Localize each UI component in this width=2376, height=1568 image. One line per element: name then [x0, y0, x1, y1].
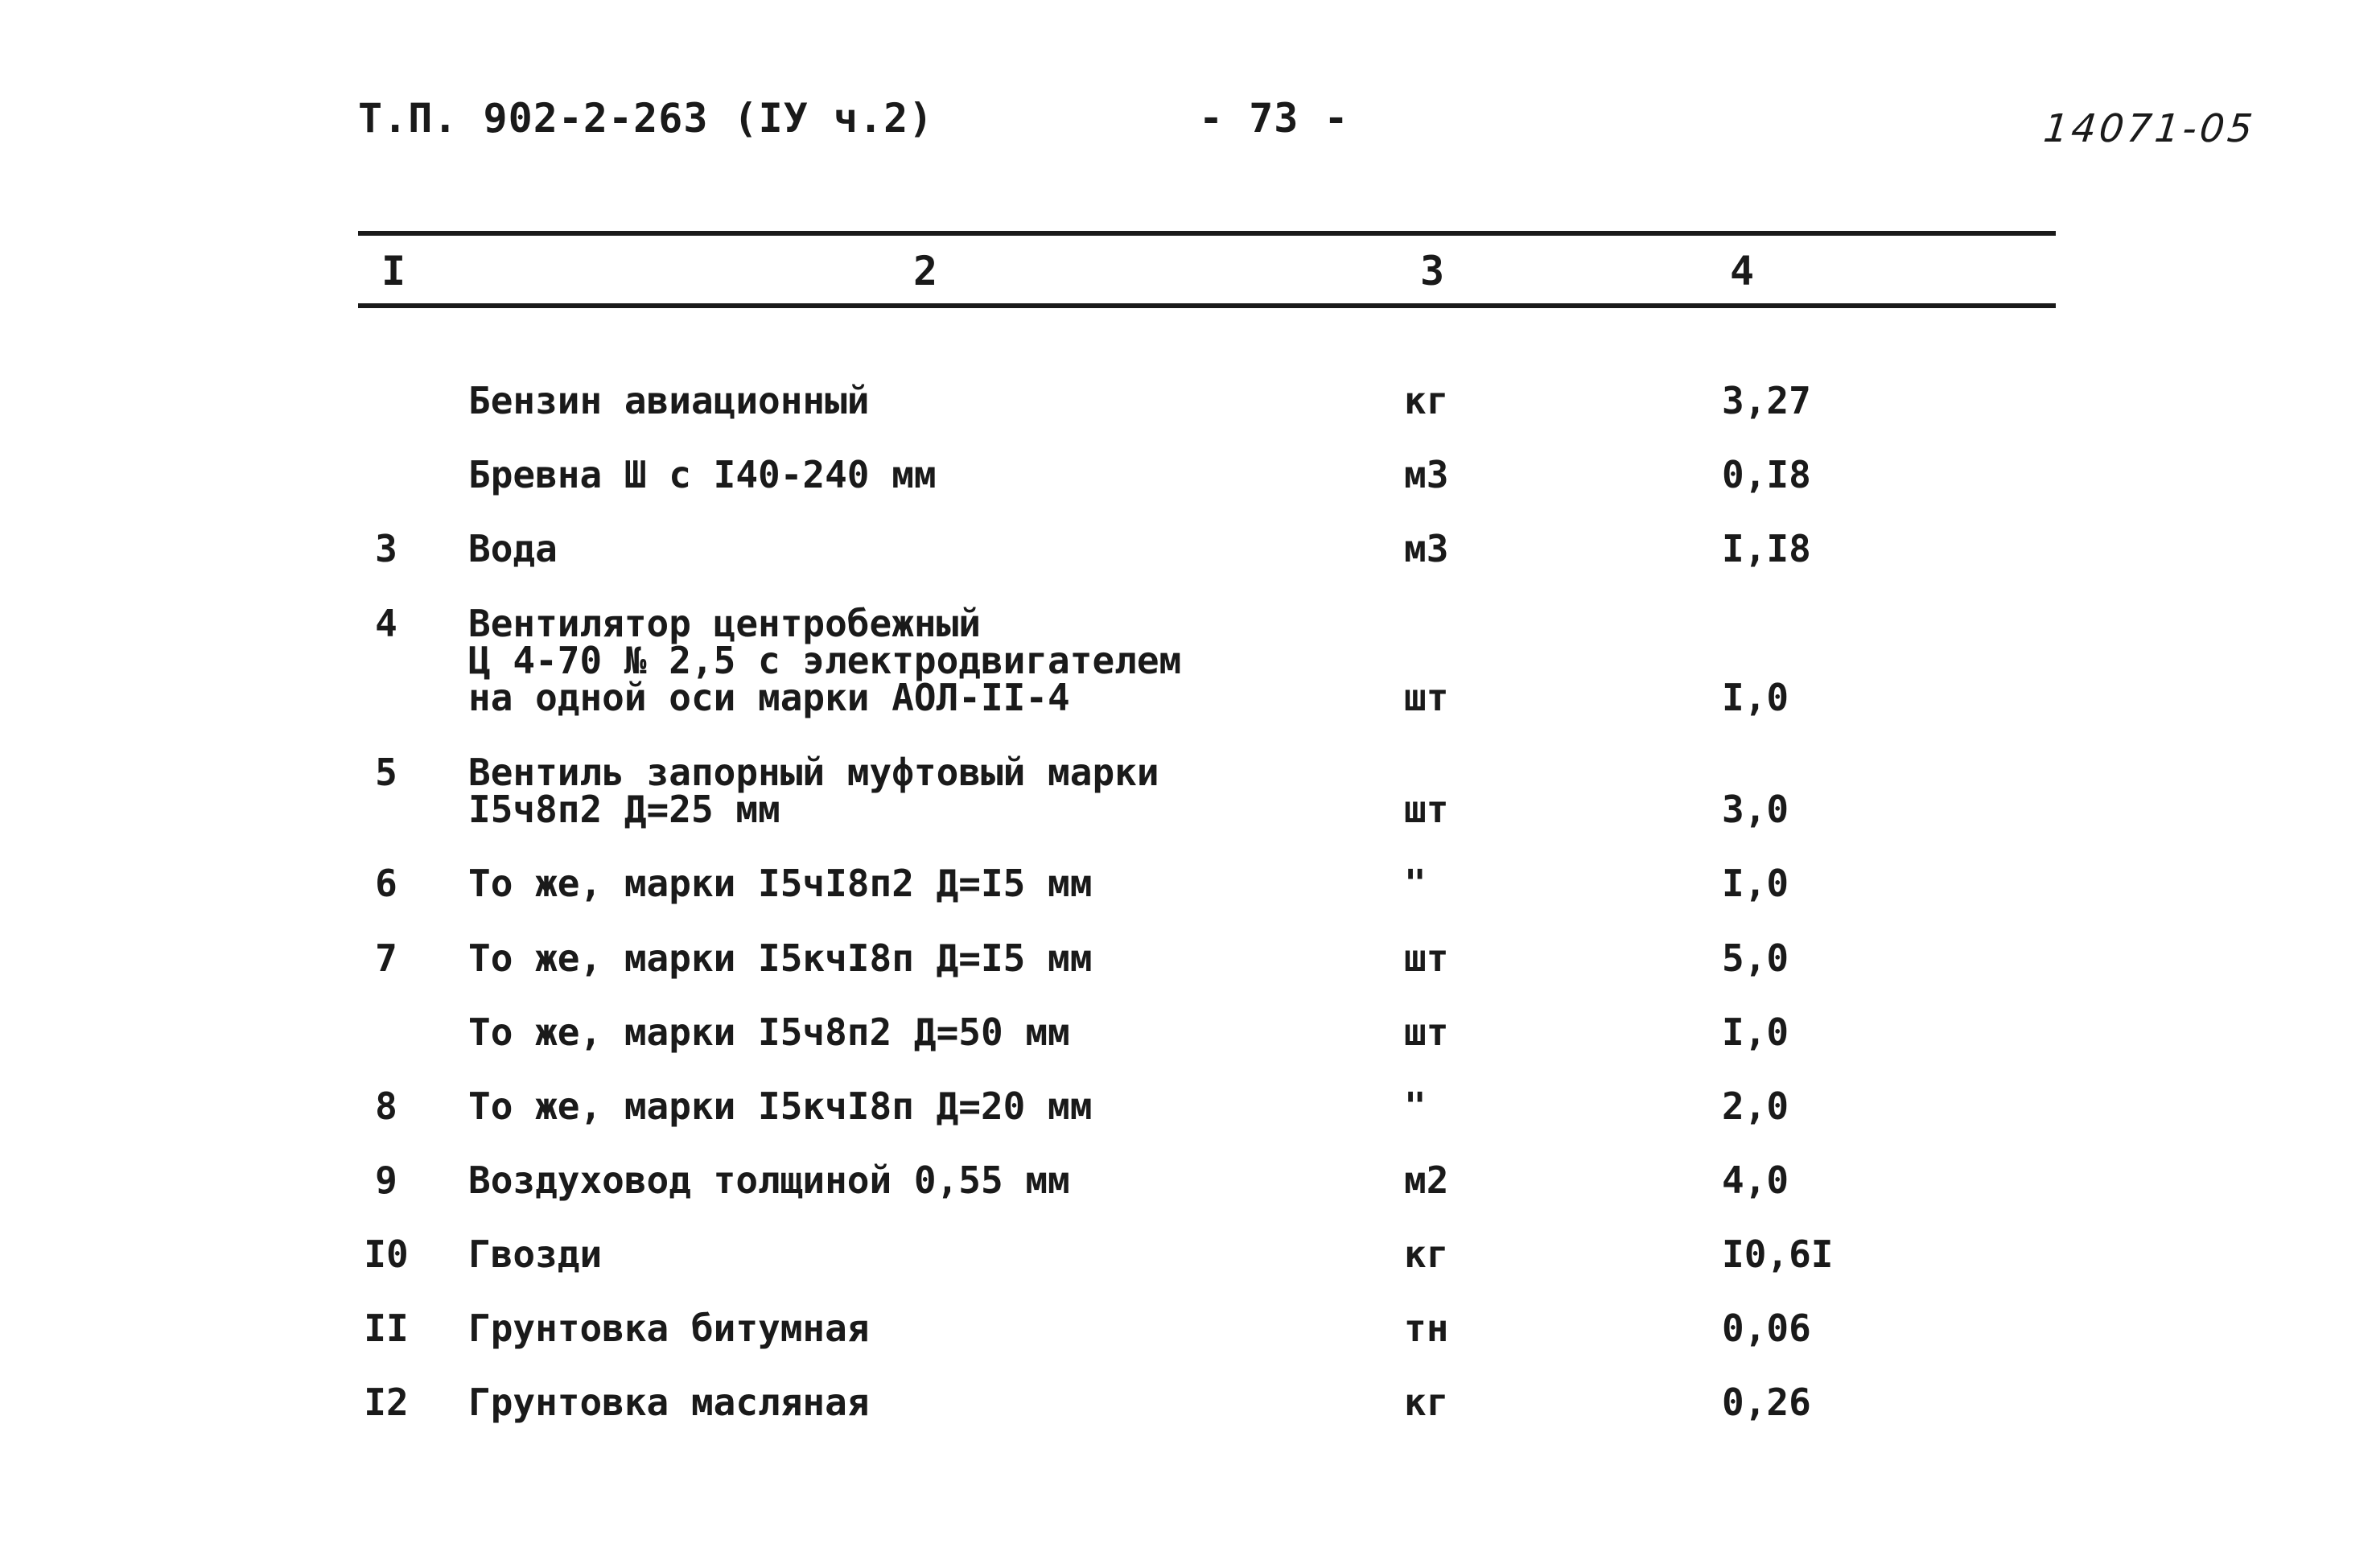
table-row: [0, 1381, 2376, 1432]
row-name: Грунтовка масляная: [468, 1381, 870, 1424]
row-quantity: 0,I8: [1722, 453, 1811, 496]
table-row: [0, 379, 2376, 430]
row-quantity: 3,27: [1722, 379, 1811, 422]
row-quantity: I,0: [1722, 862, 1789, 905]
table-top-rule: [358, 231, 2056, 236]
row-name: То же, марки I5чI8п2 Д=I5 мм: [468, 862, 1093, 905]
row-number: 8: [375, 1084, 397, 1128]
archive-number: 14071-05: [2041, 106, 2259, 151]
row-number: 6: [375, 862, 397, 905]
row-number: 9: [375, 1159, 397, 1202]
row-quantity: 2,0: [1722, 1084, 1789, 1128]
row-unit: кг: [1404, 379, 1449, 422]
row-unit: шт: [1404, 788, 1449, 831]
row-unit: кг: [1404, 1233, 1449, 1276]
table-row: [0, 1307, 2376, 1358]
row-number: 3: [375, 527, 397, 570]
row-name: Бензин авиационный: [468, 379, 870, 422]
row-name: То же, марки I5кчI8п Д=20 мм: [468, 1084, 1093, 1128]
row-name: Бревна Ш с I40-240 мм: [468, 453, 937, 496]
row-unit: шт: [1404, 676, 1449, 719]
table-row: [0, 862, 2376, 913]
table-row: [0, 1233, 2376, 1284]
row-quantity: I,0: [1722, 676, 1789, 719]
row-name: Грунтовка битумная: [468, 1307, 870, 1350]
table-row: [0, 602, 2376, 719]
row-number: 4: [375, 602, 397, 645]
table-row: [0, 1159, 2376, 1210]
row-unit: м2: [1404, 1159, 1449, 1202]
table-row: [0, 936, 2376, 988]
row-quantity: 0,26: [1722, 1381, 1811, 1424]
row-unit: ": [1404, 862, 1427, 905]
table-row: [0, 1010, 2376, 1062]
row-quantity: 0,06: [1722, 1307, 1811, 1350]
row-number: I2: [364, 1381, 409, 1424]
table-row: [0, 527, 2376, 578]
row-quantity: 3,0: [1722, 788, 1789, 831]
row-number: 5: [375, 751, 397, 794]
row-quantity: 5,0: [1722, 936, 1789, 980]
column-header-3: 3: [1420, 248, 1445, 294]
row-number: 7: [375, 936, 397, 980]
row-quantity: I0,6I: [1722, 1233, 1834, 1276]
row-name: Вентилятор центробежный Ц 4-70 № 2,5 с электродвигателем на одной оси марки АОЛ-II-4: [468, 602, 1182, 719]
column-header-4: 4: [1730, 248, 1755, 294]
row-name: Вентиль запорный муфтовый марки I5ч8п2 Д=25 мм: [468, 751, 1159, 831]
row-unit: кг: [1404, 1381, 1449, 1424]
column-header-1: I: [381, 248, 406, 294]
table-row: [0, 453, 2376, 504]
row-quantity: I,I8: [1722, 527, 1811, 570]
row-unit: шт: [1404, 1010, 1449, 1054]
table-row: [0, 1084, 2376, 1136]
row-unit: ": [1404, 1084, 1427, 1128]
row-unit: шт: [1404, 936, 1449, 980]
document-code: Т.П. 902-2-263 (IУ ч.2): [358, 95, 934, 142]
row-name: То же, марки I5ч8п2 Д=50 мм: [468, 1010, 1070, 1054]
row-quantity: I,0: [1722, 1010, 1789, 1054]
page-number: - 73 -: [1199, 95, 1349, 142]
table-row: [0, 751, 2376, 834]
row-name: Гвозди: [468, 1233, 603, 1276]
table-header-bottom-rule: [358, 303, 2056, 308]
row-unit: м3: [1404, 527, 1449, 570]
row-unit: тн: [1404, 1307, 1449, 1350]
row-number: I0: [364, 1233, 409, 1276]
row-quantity: 4,0: [1722, 1159, 1789, 1202]
column-header-2: 2: [913, 248, 938, 294]
row-name: Воздуховод толщиной 0,55 мм: [468, 1159, 1070, 1202]
row-number: II: [364, 1307, 409, 1350]
row-unit: м3: [1404, 453, 1449, 496]
row-name: То же, марки I5кчI8п Д=I5 мм: [468, 936, 1093, 980]
row-name: Вода: [468, 527, 558, 570]
